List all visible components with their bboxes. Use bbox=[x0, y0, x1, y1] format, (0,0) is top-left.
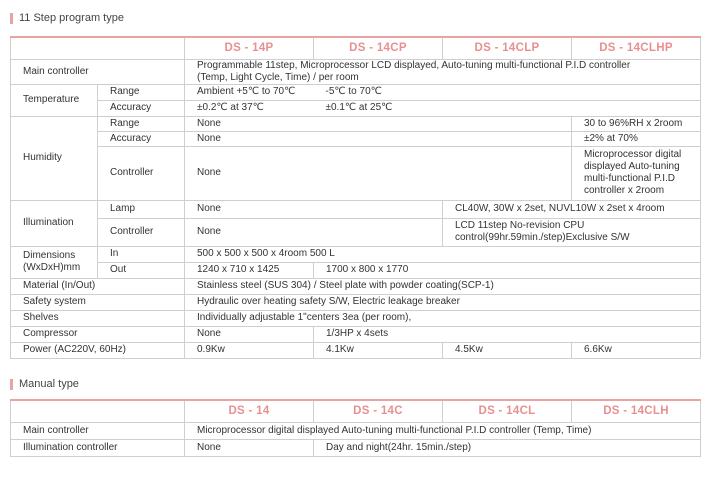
temperature-accuracy-a: ±0.2℃ at 37℃ bbox=[185, 100, 314, 116]
temperature-range-b: -5℃ to 70℃ bbox=[314, 84, 701, 100]
humidity-controller-none: None bbox=[185, 146, 572, 200]
manual-illumination-b: Day and night(24hr. 15min./step) bbox=[314, 439, 701, 456]
model-ds-14p: DS - 14P bbox=[185, 37, 314, 59]
temperature-label: Temperature bbox=[11, 84, 98, 116]
power-d: 6.6Kw bbox=[572, 342, 701, 358]
humidity-range-row bbox=[11, 116, 701, 131]
manual-main-controller-row bbox=[11, 422, 701, 439]
temperature-accuracy-label: Accuracy bbox=[98, 100, 185, 116]
humidity-accuracy-row bbox=[11, 131, 701, 146]
manual-illumination-row bbox=[11, 439, 701, 456]
temperature-accuracy-b: ±0.1℃ at 25℃ bbox=[314, 100, 701, 116]
model-ds-14clhp: DS - 14CLHP bbox=[572, 37, 701, 59]
safety-label: Safety system bbox=[11, 294, 185, 310]
manual-spec-table bbox=[10, 399, 701, 457]
model-ds-14clh: DS - 14CLH bbox=[572, 400, 701, 422]
humidity-accuracy-label: Accuracy bbox=[98, 131, 185, 146]
model-ds-14: DS - 14 bbox=[185, 400, 314, 422]
temperature-range-label: Range bbox=[98, 84, 185, 100]
main-controller-label: Main controller bbox=[11, 59, 185, 84]
power-row bbox=[11, 342, 701, 358]
model-ds-14cl: DS - 14CL bbox=[443, 400, 572, 422]
compressor-row bbox=[11, 326, 701, 342]
shelves-value: Individually adjustable 1ʺcenters 3ea (per room), bbox=[185, 310, 701, 326]
illumination-controller-label: Controller bbox=[98, 218, 185, 246]
humidity-controller-value: Microprocessor digital displayed Auto-tuning multi-functional P.I.D controller x 2room bbox=[572, 146, 701, 200]
humidity-accuracy-value: ±2% at 70% bbox=[572, 131, 701, 146]
dimensions-in-value: 500 x 500 x 500 x 4room 500 L bbox=[185, 246, 701, 262]
material-label: Material (In/Out) bbox=[11, 278, 185, 294]
illumination-lamp-value: CL40W, 30W x 2set, NUVL10W x 2set x 4room bbox=[443, 200, 701, 218]
manual-main-controller-label: Main controller bbox=[11, 422, 185, 439]
humidity-label: Humidity bbox=[11, 116, 98, 200]
compressor-label: Compressor bbox=[11, 326, 185, 342]
manual-section-title-text: Manual type bbox=[19, 378, 79, 390]
humidity-controller-label: Controller bbox=[98, 146, 185, 200]
illumination-lamp-row bbox=[11, 200, 701, 218]
manual-illumination-label: Illumination controller bbox=[11, 439, 185, 456]
shelves-label: Shelves bbox=[11, 310, 185, 326]
section-marker bbox=[10, 379, 13, 390]
shelves-row bbox=[11, 310, 701, 326]
manual-model-header-row bbox=[11, 400, 701, 422]
manual-main-controller-value: Microprocessor digital displayed Auto-tuning multi-functional P.I.D controller (Temp, Time) bbox=[185, 422, 701, 439]
section-marker bbox=[10, 13, 13, 24]
dimensions-in-label: In bbox=[98, 246, 185, 262]
dimensions-out-a: 1240 x 710 x 1425 bbox=[185, 262, 314, 278]
temperature-range-row bbox=[11, 84, 701, 100]
model-ds-14clp: DS - 14CLP bbox=[443, 37, 572, 59]
dimensions-out-label: Out bbox=[98, 262, 185, 278]
illumination-lamp-none: None bbox=[185, 200, 443, 218]
humidity-controller-row bbox=[11, 146, 701, 200]
illumination-controller-value: LCD 11step No-revision CPU control(99hr.59min./step)Exclusive S/W bbox=[443, 218, 701, 246]
step-section-title bbox=[10, 12, 124, 24]
humidity-range-value: 30 to 96%RH x 2room bbox=[572, 116, 701, 131]
header-blank bbox=[11, 37, 185, 59]
step-spec-table bbox=[10, 36, 701, 359]
header-blank bbox=[11, 400, 185, 422]
compressor-a: None bbox=[185, 326, 314, 342]
main-controller-row bbox=[11, 59, 701, 84]
power-c: 4.5Kw bbox=[443, 342, 572, 358]
compressor-b: 1/3HP x 4sets bbox=[314, 326, 701, 342]
model-ds-14cp: DS - 14CP bbox=[314, 37, 443, 59]
power-b: 4.1Kw bbox=[314, 342, 443, 358]
humidity-accuracy-none: None bbox=[185, 131, 572, 146]
material-row bbox=[11, 278, 701, 294]
manual-illumination-a: None bbox=[185, 439, 314, 456]
dimensions-in-row bbox=[11, 246, 701, 262]
manual-section-title bbox=[10, 378, 79, 390]
dimensions-label: Dimensions (WxDxH)mm bbox=[11, 246, 98, 278]
illumination-controller-none: None bbox=[185, 218, 443, 246]
humidity-range-label: Range bbox=[98, 116, 185, 131]
illumination-controller-row bbox=[11, 218, 701, 246]
power-label: Power (AC220V, 60Hz) bbox=[11, 342, 185, 358]
temperature-accuracy-row bbox=[11, 100, 701, 116]
power-a: 0.9Kw bbox=[185, 342, 314, 358]
temperature-range-a: Ambient +5℃ to 70℃ bbox=[185, 84, 314, 100]
material-value: Stainless steel (SUS 304) / Steel plate with powder coating(SCP-1) bbox=[185, 278, 701, 294]
safety-row bbox=[11, 294, 701, 310]
model-ds-14c: DS - 14C bbox=[314, 400, 443, 422]
humidity-range-none: None bbox=[185, 116, 572, 131]
step-section-title-text: 11 Step program type bbox=[19, 12, 124, 24]
safety-value: Hydraulic over heating safety S/W, Electric leakage breaker bbox=[185, 294, 701, 310]
dimensions-out-row bbox=[11, 262, 701, 278]
illumination-lamp-label: Lamp bbox=[98, 200, 185, 218]
dimensions-out-b: 1700 x 800 x 1770 bbox=[314, 262, 701, 278]
step-model-header-row bbox=[11, 37, 701, 59]
illumination-label: Illumination bbox=[11, 200, 98, 246]
main-controller-value: Programmable 11step, Microprocessor LCD displayed, Auto-tuning multi-functional P.I.D controller (Temp, Light Cycle, Time) / per room bbox=[185, 59, 701, 84]
